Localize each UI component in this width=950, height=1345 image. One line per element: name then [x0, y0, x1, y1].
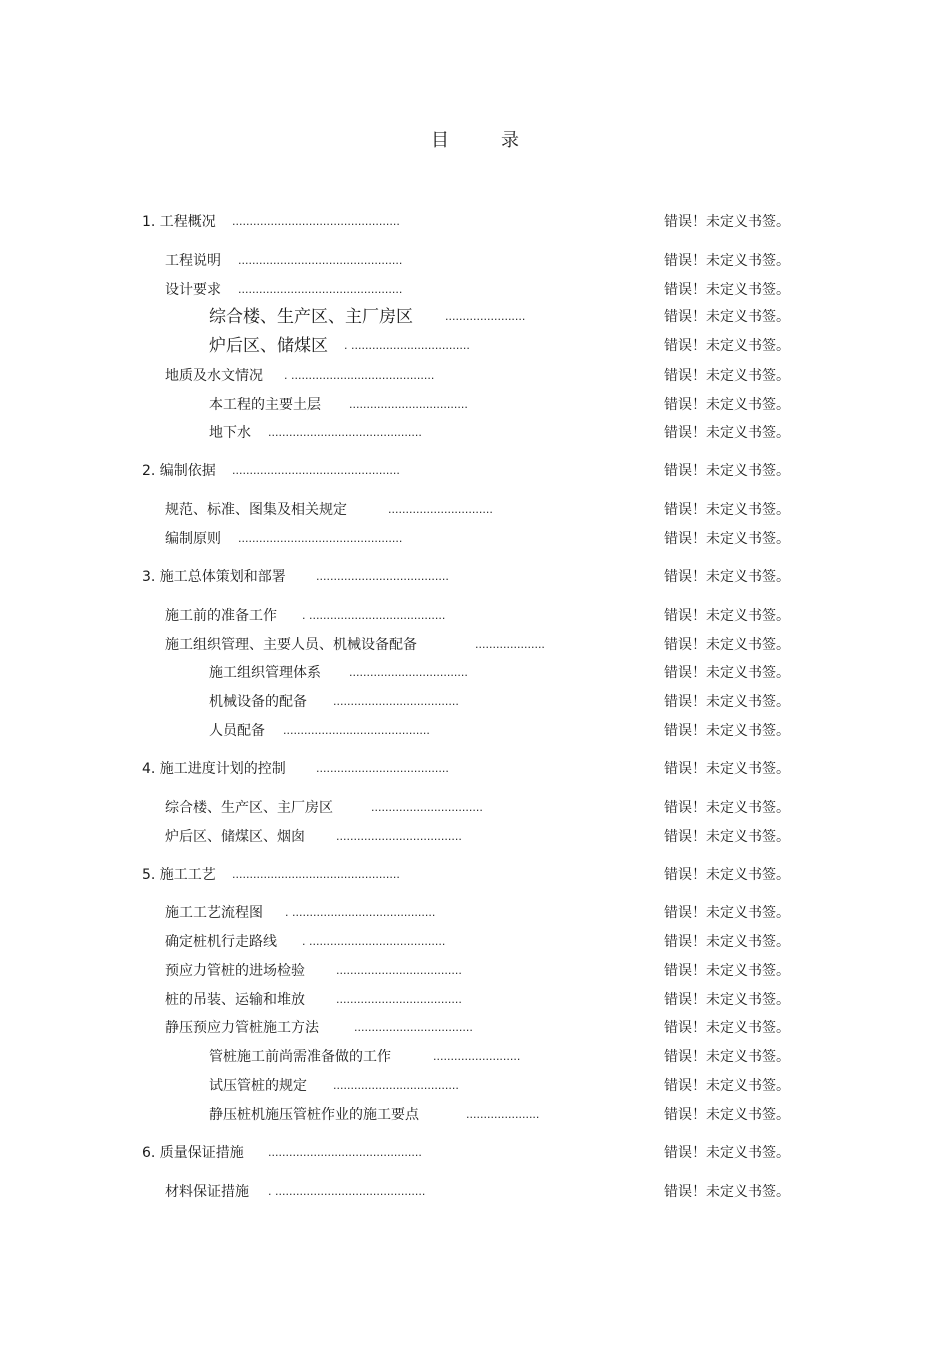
toc-entry-page-ref: 错误！未定义书签。	[664, 1184, 790, 1200]
toc-entry[interactable]	[0, 1075, 950, 1097]
title-char-left: 目	[431, 130, 449, 151]
toc-entry-page-ref: 错误！未定义书签。	[664, 397, 790, 413]
toc-entry-leader: . .........................................	[284, 369, 435, 382]
toc-entry-label: 地下水	[209, 425, 251, 441]
toc-entry-label: 施工工艺流程图	[165, 905, 263, 921]
toc-entry-page-ref: 错误！未定义书签。	[664, 531, 790, 547]
toc-entry-page-ref: 错误！未定义书签。	[664, 963, 790, 979]
toc-entry-page-ref: 错误！未定义书签。	[664, 368, 790, 384]
toc-entry-label: 设计要求	[165, 282, 221, 298]
toc-entry-label: 施工组织管理体系	[209, 665, 321, 681]
toc-entry-label: 编制原则	[165, 531, 221, 547]
toc-entry-page-ref: 错误！未定义书签。	[664, 1107, 790, 1123]
toc-entry-page-ref: 错误！未定义书签。	[664, 723, 790, 739]
toc-entry-leader: ................................................	[232, 868, 400, 881]
toc-entry-leader: ..............................	[388, 503, 493, 516]
toc-entry-page-ref: 错误！未定义书签。	[664, 694, 790, 710]
toc-entry[interactable]	[0, 365, 950, 387]
toc-entry[interactable]	[0, 662, 950, 684]
toc-entry-label: 管桩施工前尚需准备做的工作	[209, 1049, 391, 1065]
toc-entry-leader: . ...........................................	[268, 1185, 426, 1198]
toc-entry-label: 静压预应力管桩施工方法	[165, 1020, 319, 1036]
toc-entry-page-ref: 错误！未定义书签。	[664, 867, 790, 883]
toc-entry[interactable]	[0, 422, 950, 444]
toc-entry-leader: . .........................................	[285, 906, 436, 919]
toc-entry-label: 机械设备的配备	[209, 694, 307, 710]
toc-entry[interactable]	[0, 634, 950, 656]
toc-entry-leader: ......................................	[316, 762, 449, 775]
toc-entry-leader: ....................................	[333, 695, 459, 708]
toc-entry[interactable]	[0, 460, 950, 482]
toc-entry-page-ref: 错误！未定义书签。	[664, 761, 790, 777]
toc-entry[interactable]	[0, 1142, 950, 1164]
toc-entry-leader: ...............................................	[238, 532, 403, 545]
toc-entry-leader: .....................	[466, 1108, 540, 1121]
toc-entry-label: 5. 施工工艺	[142, 867, 216, 883]
toc-entry-page-ref: 错误！未定义书签。	[664, 338, 790, 354]
toc-entry[interactable]	[0, 306, 950, 328]
toc-entry-leader: ..................................	[349, 398, 468, 411]
toc-entry-page-ref: 错误！未定义书签。	[664, 1049, 790, 1065]
toc-entry-page-ref: 错误！未定义书签。	[664, 502, 790, 518]
toc-entry[interactable]	[0, 826, 950, 848]
toc-entry-page-ref: 错误！未定义书签。	[664, 637, 790, 653]
toc-entry-leader: ....................	[475, 638, 545, 651]
toc-entry[interactable]	[0, 605, 950, 627]
toc-entry[interactable]	[0, 566, 950, 588]
toc-entry[interactable]	[0, 758, 950, 780]
toc-entry[interactable]	[0, 989, 950, 1011]
toc-entry[interactable]	[0, 720, 950, 742]
toc-entry-leader: . .......................................	[302, 609, 446, 622]
toc-entry-label: 地质及水文情况	[165, 368, 263, 384]
toc-entry[interactable]	[0, 960, 950, 982]
toc-entry-page-ref: 错误！未定义书签。	[664, 463, 790, 479]
toc-entry[interactable]	[0, 1104, 950, 1126]
toc-entry-leader: ...............................................	[238, 283, 403, 296]
toc-entry-page-ref: 错误！未定义书签。	[664, 309, 790, 325]
toc-entry-leader: .......................	[445, 310, 526, 323]
toc-entry-leader: ..................................	[349, 666, 468, 679]
toc-entry[interactable]	[0, 279, 950, 301]
toc-entry-label: 4. 施工进度计划的控制	[142, 761, 286, 777]
toc-entry-label: 试压管桩的规定	[209, 1078, 307, 1094]
toc-entry-label: 工程说明	[165, 253, 221, 269]
toc-entry[interactable]	[0, 528, 950, 550]
toc-entry-page-ref: 错误！未定义书签。	[664, 425, 790, 441]
toc-entry[interactable]	[0, 394, 950, 416]
toc-entry-page-ref: 错误！未定义书签。	[664, 905, 790, 921]
toc-entry[interactable]	[0, 691, 950, 713]
toc-entry-page-ref: 错误！未定义书签。	[664, 800, 790, 816]
toc-entry-page-ref: 错误！未定义书签。	[664, 665, 790, 681]
toc-entry-page-ref: 错误！未定义书签。	[664, 1020, 790, 1036]
toc-entry-label: 静压桩机施压管桩作业的施工要点	[209, 1107, 419, 1123]
toc-entry-label: 预应力管桩的进场检验	[165, 963, 305, 979]
toc-entry-leader: ..........................................	[283, 724, 430, 737]
toc-entry-label: 综合楼、生产区、主厂房区	[209, 307, 413, 327]
toc-entry-label: 本工程的主要土层	[209, 397, 321, 413]
toc-entry[interactable]	[0, 931, 950, 953]
title-char-right: 录	[501, 130, 519, 151]
toc-entry-page-ref: 错误！未定义书签。	[664, 569, 790, 585]
toc-entry-leader: ............................................	[268, 1146, 422, 1159]
toc-entry[interactable]	[0, 864, 950, 886]
toc-entry-label: 1. 工程概况	[142, 214, 216, 230]
toc-entry-leader: ....................................	[336, 964, 462, 977]
toc-entry-leader: ....................................	[336, 993, 462, 1006]
toc-entry-label: 综合楼、生产区、主厂房区	[165, 800, 333, 816]
toc-entry-leader: .........................	[433, 1050, 521, 1063]
toc-entry-label: 规范、标准、图集及相关规定	[165, 502, 347, 518]
toc-entry-page-ref: 错误！未定义书签。	[664, 253, 790, 269]
toc-entry-label: 施工前的准备工作	[165, 608, 277, 624]
toc-entry-label: 6. 质量保证措施	[142, 1145, 244, 1161]
toc-entry[interactable]	[0, 335, 950, 357]
toc-entry-page-ref: 错误！未定义书签。	[664, 1078, 790, 1094]
toc-entry[interactable]	[0, 250, 950, 272]
toc-entry-leader: ....................................	[333, 1079, 459, 1092]
toc-entry-label: 人员配备	[209, 723, 265, 739]
toc-entry-label: 炉后区、储煤区、烟囱	[165, 829, 305, 845]
toc-entry-leader: ................................................	[232, 215, 400, 228]
toc-entry-page-ref: 错误！未定义书签。	[664, 829, 790, 845]
toc-entry-page-ref: 错误！未定义书签。	[664, 214, 790, 230]
toc-entry[interactable]	[0, 499, 950, 521]
toc-entry-label: 炉后区、储煤区	[209, 336, 328, 356]
toc-entry-page-ref: 错误！未定义书签。	[664, 934, 790, 950]
toc-entry-label: 材料保证措施	[165, 1184, 249, 1200]
toc-entry-leader: . ..................................	[344, 339, 470, 352]
toc-entry[interactable]	[0, 797, 950, 819]
toc-entry-leader: ...............................................	[238, 254, 403, 267]
toc-entry-page-ref: 错误！未定义书签。	[664, 282, 790, 298]
toc-entry[interactable]	[0, 211, 950, 233]
toc-entry-leader: ............................................	[268, 426, 422, 439]
toc-entry[interactable]	[0, 1181, 950, 1203]
toc-entry-page-ref: 错误！未定义书签。	[664, 992, 790, 1008]
toc-entry-label: 3. 施工总体策划和部署	[142, 569, 286, 585]
toc-entry-label: 施工组织管理、主要人员、机械设备配备	[165, 637, 417, 653]
toc-entry[interactable]	[0, 1046, 950, 1068]
toc-entry-page-ref: 错误！未定义书签。	[664, 1145, 790, 1161]
toc-entry-leader: ......................................	[316, 570, 449, 583]
toc-entry-leader: ..................................	[354, 1021, 473, 1034]
toc-entry-label: 2. 编制依据	[142, 463, 216, 479]
toc-entry-page-ref: 错误！未定义书签。	[664, 608, 790, 624]
toc-entry-leader: . .......................................	[302, 935, 446, 948]
toc-entry-label: 确定桩机行走路线	[165, 934, 277, 950]
toc-entry[interactable]	[0, 1017, 950, 1039]
toc-entry[interactable]	[0, 902, 950, 924]
toc-entry-leader: ................................	[371, 801, 483, 814]
toc-entry-label: 桩的吊装、运输和堆放	[165, 992, 305, 1008]
toc-entry-leader: ................................................	[232, 464, 400, 477]
toc-entry-leader: ....................................	[336, 830, 462, 843]
